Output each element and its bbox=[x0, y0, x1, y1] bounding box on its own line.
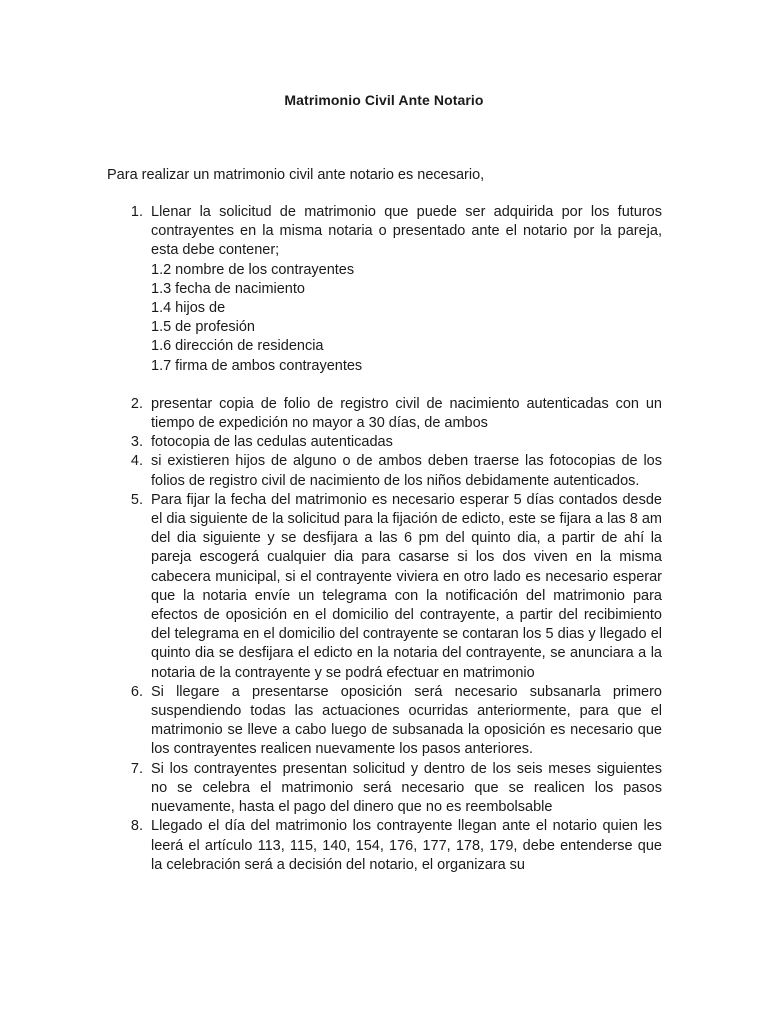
intro-paragraph: Para realizar un matrimonio civil ante notario es necesario, bbox=[107, 167, 485, 183]
sub-item: 1.5 de profesión bbox=[151, 319, 255, 336]
document-title: Matrimonio Civil Ante Notario bbox=[284, 92, 484, 108]
sub-item: 1.2 nombre de los contrayentes bbox=[151, 261, 355, 278]
list-item-text: Llegado el día del matrimonio los contrayente llegan ante el notario quien les leerá el artículo 113, 115, 140, 154, 176, 177, 178, 179, debe entenderse que la celebración será a decisión del notario, el organizara su bbox=[151, 818, 662, 873]
list-item-number: 5. bbox=[130, 491, 143, 508]
list-item bbox=[107, 817, 662, 875]
list-item-text: fotocopia de las cedulas autenticadas bbox=[151, 434, 393, 451]
list-item bbox=[107, 760, 662, 818]
list-item bbox=[107, 452, 662, 490]
list-item bbox=[107, 433, 662, 452]
list-item-text: Llenar la solicitud de matrimonio que puede ser adquirida por los futuros contrayentes en la misma notaria o presentado ante el notario por la pareja, esta debe contener; bbox=[151, 204, 662, 259]
list-item-number: 7. bbox=[130, 760, 143, 777]
requirements-list bbox=[107, 203, 662, 875]
list-item-text: si existieren hijos de alguno o de ambos deben traerse las fotocopias de los folios de registro civil de nacimiento de los niños debidamente autenticados. bbox=[151, 453, 662, 489]
sub-item: 1.4 hijos de bbox=[151, 300, 226, 317]
list-item bbox=[107, 491, 662, 683]
list-item-number: 4. bbox=[130, 453, 143, 470]
list-item-text: Si llegare a presentarse oposición será necesario subsanarla primero suspendiendo todas las actuaciones ocurridas anteriormente, para que el matrimonio se lleve a cabo luego de subsanada la oposición es necesario que los contrayentes realicen nuevamente los pasos anteriores. bbox=[151, 683, 662, 758]
list-item bbox=[107, 203, 662, 376]
list-item-number: 3. bbox=[130, 434, 143, 451]
list-item-text: Para fijar la fecha del matrimonio es necesario esperar 5 días contados desde el dia siguiente de la solicitud para la fijación de edicto, este se fijara a las 8 am del dia siguiente y se desfijara a las 6 pm del quinto dia, a partir de ahí la pareja escogerá cualquier dia para casarse si los dos viven en la misma cabecera municipal, si el contrayente viviera en otro lado es necesario esperar que la notaria envíe un telegrama con la notificación del matrimonio para efectos de oposición en el domicilio del contrayente, a partir del recibimiento del telegrama en el domicilio del contrayente se contaran los 5 dias y llegado el quinto dia se desfijara el edicto en la notaria del contrayente, se anunciara a la notaria de la contrayente y se podrá efectuar en matrimonio bbox=[151, 491, 662, 681]
list-item-number: 1. bbox=[130, 204, 143, 220]
list-item-text: presentar copia de folio de registro civil de nacimiento autenticadas con un tiempo de expedición no mayor a 30 días, de ambos bbox=[151, 395, 662, 432]
sub-item: 1.7 firma de ambos contrayentes bbox=[151, 357, 363, 374]
list-item-number: 8. bbox=[130, 818, 143, 835]
list-item-text: Si los contrayentes presentan solicitud y dentro de los seis meses siguientes no se celebra el matrimonio será necesario que se realicen los pasos nuevamente, hasta el pago del dinero que no es reembolsable bbox=[151, 760, 662, 816]
list-item-number: 2. bbox=[130, 395, 143, 412]
list-item bbox=[107, 395, 662, 433]
sub-item: 1.3 fecha de nacimiento bbox=[151, 280, 305, 297]
list-item-number: 6. bbox=[130, 683, 143, 700]
sub-item: 1.6 dirección de residencia bbox=[151, 338, 324, 355]
list-item bbox=[107, 683, 662, 760]
